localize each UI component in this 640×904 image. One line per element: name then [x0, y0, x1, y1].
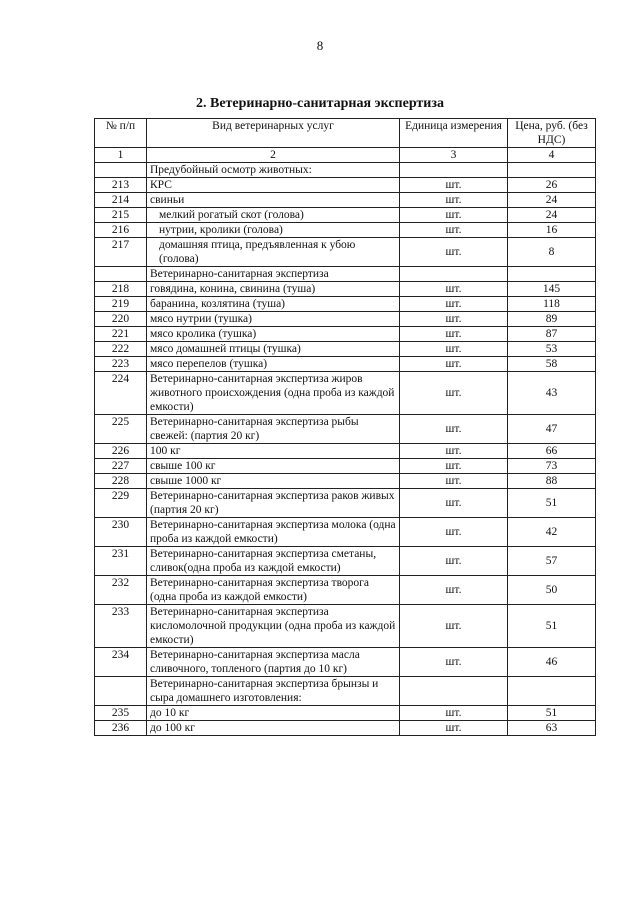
- column-index-row: [95, 148, 596, 163]
- service-name: Ветеринарно-санитарная экспертиза сметаны, сливок(одна проба из каждой емкости): [147, 547, 400, 576]
- service-name: 100 кг: [147, 444, 400, 459]
- price-cell: 118: [508, 297, 596, 312]
- price-cell: 24: [508, 193, 596, 208]
- row-number: 229: [95, 489, 147, 518]
- row-number: 236: [95, 721, 147, 736]
- table-header-row: [95, 119, 596, 148]
- row-number: 231: [95, 547, 147, 576]
- unit-cell: шт.: [400, 357, 508, 372]
- row-number: 233: [95, 605, 147, 648]
- price-cell: 16: [508, 223, 596, 238]
- price-cell: [508, 677, 596, 706]
- price-cell: 43: [508, 372, 596, 415]
- table-row: [95, 238, 596, 267]
- row-number: 224: [95, 372, 147, 415]
- header-service: Вид ветеринарных услуг: [147, 119, 400, 148]
- unit-cell: шт.: [400, 605, 508, 648]
- service-name: мясо перепелов (тушка): [147, 357, 400, 372]
- table-row: [95, 163, 596, 178]
- row-number: 219: [95, 297, 147, 312]
- table-row: [95, 547, 596, 576]
- row-number: 217: [95, 238, 147, 267]
- price-cell: 63: [508, 721, 596, 736]
- service-name: мясо домашней птицы (тушка): [147, 342, 400, 357]
- service-name: до 10 кг: [147, 706, 400, 721]
- unit-cell: шт.: [400, 372, 508, 415]
- table-row: [95, 474, 596, 489]
- service-name: Предубойный осмотр животных:: [147, 163, 400, 178]
- unit-cell: шт.: [400, 415, 508, 444]
- table-row: [95, 282, 596, 297]
- price-cell: 50: [508, 576, 596, 605]
- service-name: КРС: [147, 178, 400, 193]
- unit-cell: шт.: [400, 474, 508, 489]
- price-cell: 24: [508, 208, 596, 223]
- table-row: [95, 178, 596, 193]
- table-row: [95, 518, 596, 547]
- price-cell: 145: [508, 282, 596, 297]
- price-cell: 26: [508, 178, 596, 193]
- table-row: [95, 193, 596, 208]
- unit-cell: шт.: [400, 282, 508, 297]
- price-cell: 73: [508, 459, 596, 474]
- service-name: свиньи: [147, 193, 400, 208]
- table-row: [95, 208, 596, 223]
- price-cell: 51: [508, 605, 596, 648]
- row-number: 218: [95, 282, 147, 297]
- price-cell: 88: [508, 474, 596, 489]
- column-index: 4: [508, 148, 596, 163]
- row-number: 215: [95, 208, 147, 223]
- unit-cell: шт.: [400, 459, 508, 474]
- table-row: [95, 706, 596, 721]
- table-row: [95, 312, 596, 327]
- service-name: нутрии, кролики (голова): [147, 223, 400, 238]
- unit-cell: шт.: [400, 223, 508, 238]
- unit-cell: шт.: [400, 648, 508, 677]
- unit-cell: [400, 677, 508, 706]
- service-name: Ветеринарно-санитарная экспертиза жиров животного происхождения (одна проба из каждой емкости): [147, 372, 400, 415]
- table-row: [95, 415, 596, 444]
- price-cell: 47: [508, 415, 596, 444]
- price-cell: [508, 267, 596, 282]
- unit-cell: [400, 267, 508, 282]
- table-row: [95, 576, 596, 605]
- column-index: 3: [400, 148, 508, 163]
- service-name: домашняя птица, предъявленная к убою (голова): [147, 238, 400, 267]
- unit-cell: шт.: [400, 706, 508, 721]
- service-name: свыше 100 кг: [147, 459, 400, 474]
- service-name: Ветеринарно-санитарная экспертиза раков живых (партия 20 кг): [147, 489, 400, 518]
- row-number: 235: [95, 706, 147, 721]
- row-number: 213: [95, 178, 147, 193]
- service-name: Ветеринарно-санитарная экспертиза брынзы и сыра домашнего изготовления:: [147, 677, 400, 706]
- service-name: Ветеринарно-санитарная экспертиза кисломолочной продукции (одна проба из каждой емкости): [147, 605, 400, 648]
- price-cell: 51: [508, 706, 596, 721]
- price-table: [94, 118, 596, 736]
- service-name: до 100 кг: [147, 721, 400, 736]
- unit-cell: шт.: [400, 444, 508, 459]
- header-unit: Единица измерения: [400, 119, 508, 148]
- row-number: 223: [95, 357, 147, 372]
- price-cell: 87: [508, 327, 596, 342]
- price-cell: 58: [508, 357, 596, 372]
- row-number: 226: [95, 444, 147, 459]
- price-cell: 89: [508, 312, 596, 327]
- unit-cell: шт.: [400, 489, 508, 518]
- section-title: 2. Ветеринарно-санитарная экспертиза: [195, 96, 444, 111]
- service-name: говядина, конина, свинина (туша): [147, 282, 400, 297]
- row-number: 230: [95, 518, 147, 547]
- table-row: [95, 489, 596, 518]
- unit-cell: шт.: [400, 342, 508, 357]
- price-cell: 51: [508, 489, 596, 518]
- row-number: 228: [95, 474, 147, 489]
- price-cell: 53: [508, 342, 596, 357]
- service-name: Ветеринарно-санитарная экспертиза творога (одна проба из каждой емкости): [147, 576, 400, 605]
- row-number: 227: [95, 459, 147, 474]
- row-number: 234: [95, 648, 147, 677]
- service-name: Ветеринарно-санитарная экспертиза масла сливочного, топленого (партия до 10 кг): [147, 648, 400, 677]
- unit-cell: шт.: [400, 238, 508, 267]
- service-name: баранина, козлятина (туша): [147, 297, 400, 312]
- table-row: [95, 223, 596, 238]
- unit-cell: шт.: [400, 178, 508, 193]
- header-num: № п/п: [95, 119, 147, 148]
- row-number: 216: [95, 223, 147, 238]
- unit-cell: шт.: [400, 193, 508, 208]
- table-row: [95, 721, 596, 736]
- column-index: 2: [147, 148, 400, 163]
- price-cell: [508, 163, 596, 178]
- row-number: 222: [95, 342, 147, 357]
- page-number: 8: [316, 38, 324, 53]
- column-index: 1: [95, 148, 147, 163]
- table-body: [95, 163, 596, 736]
- service-name: Ветеринарно-санитарная экспертиза молока (одна проба из каждой емкости): [147, 518, 400, 547]
- unit-cell: [400, 163, 508, 178]
- unit-cell: шт.: [400, 312, 508, 327]
- price-cell: 57: [508, 547, 596, 576]
- price-cell: 42: [508, 518, 596, 547]
- table-row: [95, 357, 596, 372]
- row-number: 220: [95, 312, 147, 327]
- row-number: [95, 267, 147, 282]
- table-row: [95, 342, 596, 357]
- unit-cell: шт.: [400, 208, 508, 223]
- unit-cell: шт.: [400, 576, 508, 605]
- price-cell: 8: [508, 238, 596, 267]
- table-row: [95, 605, 596, 648]
- unit-cell: шт.: [400, 721, 508, 736]
- table-row: [95, 677, 596, 706]
- row-number: 214: [95, 193, 147, 208]
- service-name: мясо кролика (тушка): [147, 327, 400, 342]
- table-row: [95, 327, 596, 342]
- header-price: Цена, руб. (без НДС): [508, 119, 596, 148]
- row-number: [95, 677, 147, 706]
- service-name: Ветеринарно-санитарная экспертиза рыбы свежей: (партия 20 кг): [147, 415, 400, 444]
- price-cell: 46: [508, 648, 596, 677]
- unit-cell: шт.: [400, 297, 508, 312]
- unit-cell: шт.: [400, 327, 508, 342]
- table-row: [95, 648, 596, 677]
- table-row: [95, 459, 596, 474]
- service-name: мясо нутрии (тушка): [147, 312, 400, 327]
- row-number: 221: [95, 327, 147, 342]
- price-cell: 66: [508, 444, 596, 459]
- service-name: мелкий рогатый скот (голова): [147, 208, 400, 223]
- table-row: [95, 297, 596, 312]
- row-number: 232: [95, 576, 147, 605]
- service-name: свыше 1000 кг: [147, 474, 400, 489]
- unit-cell: шт.: [400, 518, 508, 547]
- table-row: [95, 444, 596, 459]
- unit-cell: шт.: [400, 547, 508, 576]
- row-number: [95, 163, 147, 178]
- service-name: Ветеринарно-санитарная экспертиза: [147, 267, 400, 282]
- row-number: 225: [95, 415, 147, 444]
- table-row: [95, 267, 596, 282]
- table-row: [95, 372, 596, 415]
